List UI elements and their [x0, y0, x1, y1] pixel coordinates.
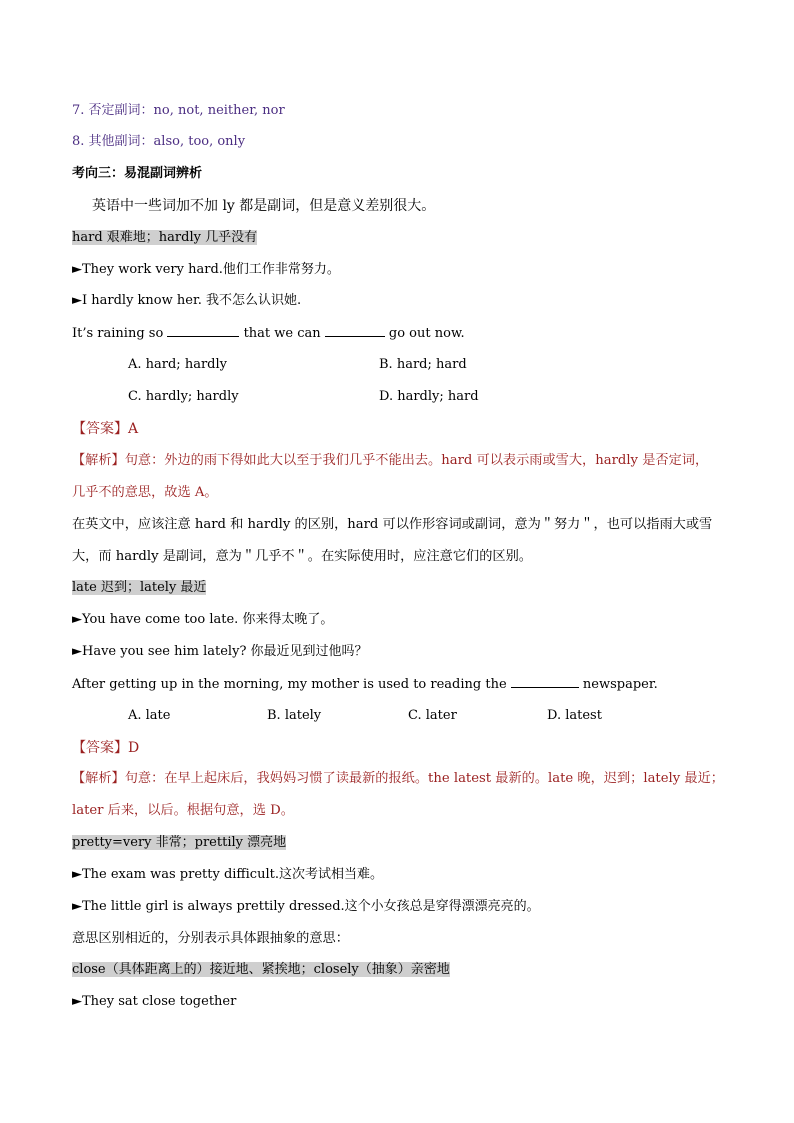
question-2 [72, 675, 658, 694]
question-text: It’s raining so [72, 326, 164, 341]
option-a: A. late [128, 708, 171, 723]
question-text: that we can [243, 326, 321, 341]
hard-hardly-heading [72, 229, 257, 247]
answer-1: 【答案】A [72, 421, 139, 437]
explanation-1-line1 [72, 452, 708, 470]
explanation-2-line2: later 后来，以后。根据句意，选 D。 [72, 803, 294, 818]
other-adverbs-line [72, 133, 245, 151]
list-prefix: 7. 否定副词： [72, 103, 154, 118]
highlight-label: late 迟到；lately 最近 [72, 580, 207, 595]
option-b: B. lately [267, 708, 322, 723]
pretty-prettily-heading [72, 834, 286, 852]
explanation-1-line2: 几乎不的意思，故选 A。 [72, 485, 218, 500]
option-c: C. later [408, 708, 457, 723]
question-text: newspaper. [582, 677, 658, 692]
answer-2: 【答案】D [72, 740, 140, 756]
explanation-label: 【解析】 [72, 771, 125, 786]
list-prefix: 8. 其他副词： [72, 134, 154, 149]
option-d: D. latest [547, 708, 602, 723]
option-b: B. hard; hard [379, 357, 467, 372]
note-1-line1: 在英文中，应该注意 hard 和 hardly 的区别，hard 可以作形容词或副词，意为＂努力＂，也可以指雨大或雪 [72, 517, 713, 532]
highlight-label: hard 艰难地；hardly 几乎没有 [72, 230, 258, 245]
close-intro-line: 意思区别相近的，分别表示具体跟抽象的意思： [72, 931, 349, 946]
option-a: A. hard; hardly [128, 357, 227, 372]
question-text: go out now. [388, 326, 465, 341]
late-lately-heading [72, 579, 206, 597]
explanation-label: 【解析】 [72, 453, 125, 468]
answer-blank [167, 324, 239, 337]
example-line: ►Have you see him lately? 你最近见到过他吗？ [72, 644, 368, 659]
question-1 [72, 324, 465, 343]
example-line: ►You have come too late. 你来得太晚了。 [72, 612, 334, 627]
note-1-line2: 大，而 hardly 是副词，意为＂几乎不＂。在实际使用时，应注意它们的区别。 [72, 549, 532, 564]
example-line: ►They sat close together [72, 994, 237, 1009]
answer-blank [325, 324, 385, 337]
section-heading: 考向三：易混副词辨析 [72, 166, 203, 181]
explanation-2-line1 [72, 770, 724, 788]
option-d: D. hardly; hard [379, 389, 479, 404]
highlight-label: close（具体距离上的）接近地、紧挨地；closely（抽象）亲密地 [72, 962, 450, 977]
intro-paragraph: 英语中一些词加不加 ly 都是副词，但是意义差别很大。 [92, 198, 436, 214]
example-line: ►I hardly know her. 我不怎么认识她. [72, 293, 302, 308]
question-text: After getting up in the morning, my mother is used to reading the [72, 677, 507, 692]
close-closely-heading [72, 961, 450, 979]
explanation-text: 句意：外边的雨下得如此大以至于我们几乎不能出去。hard 可以表示雨或雪大，hardly 是否定词， [124, 453, 709, 468]
list-value: no, not, neither, nor [153, 103, 285, 118]
explanation-text: 句意：在早上起床后，我妈妈习惯了读最新的报纸。the latest 最新的。late 晚，迟到；lately 最近； [124, 771, 724, 786]
list-value: also, too, only [153, 134, 246, 149]
example-line: ►The little girl is always prettily dressed.这个小女孩总是穿得漂漂亮亮的。 [72, 899, 540, 914]
example-line: ►They work very hard.他们工作非常努力。 [72, 262, 340, 277]
highlight-label: pretty=very 非常；prettily 漂亮地 [72, 835, 287, 850]
example-line: ►The exam was pretty difficult.这次考试相当难。 [72, 867, 383, 882]
option-c: C. hardly; hardly [128, 389, 239, 404]
answer-blank [511, 675, 579, 688]
negative-adverbs-line [72, 102, 285, 120]
